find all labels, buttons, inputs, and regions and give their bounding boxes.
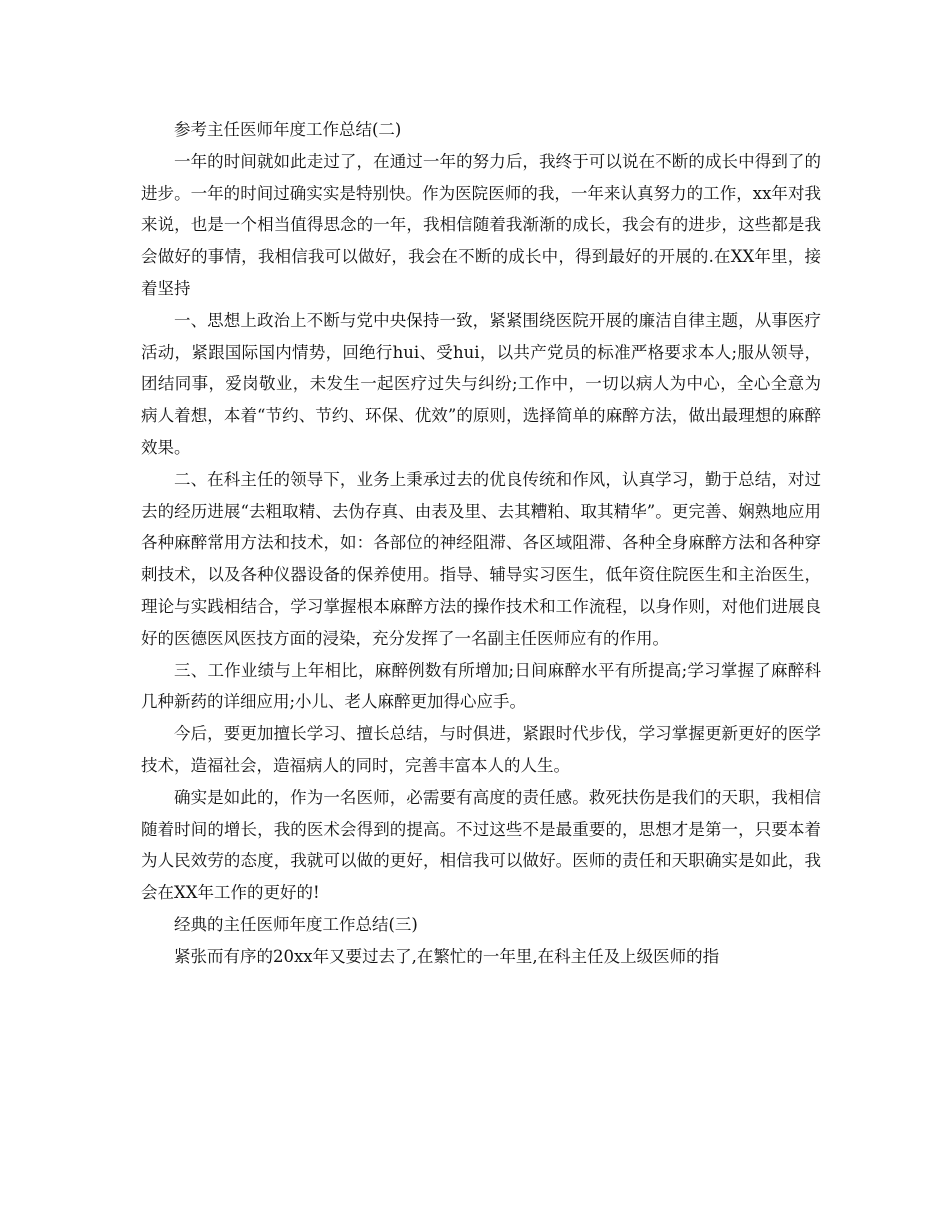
section-heading-3: 经典的主任医师年度工作总结(三) bbox=[174, 914, 418, 934]
paragraph-point-3: 三、工作业绩与上年相比，麻醉例数有所增加;日间麻醉水平有所提高;学习掌握了麻醉科几种新药的详细应用;小儿、老人麻醉更加得心应手。 bbox=[141, 660, 821, 712]
paragraph-section-3-start: 紧张而有序的20xx年又要过去了,在繁忙的一年里,在科主任及上级医师的指 bbox=[174, 946, 720, 966]
section-heading-2: 参考主任医师年度工作总结(二) bbox=[174, 120, 402, 139]
document-body bbox=[141, 114, 821, 973]
paragraph-intro: 一年的时间就如此走过了，在通过一年的努力后，我终于可以说在不断的成长中得到了的进步。一年的时间过确实实是特别快。作为医院医师的我，一年来认真努力的工作，xx年对我来说，也是一个相当值得思念的一年，我相信随着我渐渐的成长，我会有的进步，这些都是我会做好的事情，我相信我可以做好，我会在不断的成长中，得到最好的开展的.在XX年里，接着坚持 bbox=[141, 151, 821, 298]
paragraph-point-2: 二、在科主任的领导下，业务上秉承过去的优良传统和作风，认真学习，勤于总结，对过去的经历进展“去粗取精、去伪存真、由表及里、去其糟粕、取其精华”。更完善、娴熟地应用各种麻醉常用方法和技术，如：各部位的神经阻滞、各区域阻滞、各种全身麻醉方法和各种穿刺技术，以及各种仪器设备的保养使用。指导、辅导实习医生，低年资住院医生和主治医生，理论与实践相结合，学习掌握根本麻醉方法的操作技术和工作流程，以身作则，对他们进展良好的医德医风医技方面的浸染，充分发挥了一名副主任医师应有的作用。 bbox=[141, 469, 821, 648]
paragraph-point-1: 一、思想上政治上不断与党中央保持一致，紧紧围绕医院开展的廉洁自律主题，从事医疗活动，紧跟国际国内情势，回绝行hui、受hui，以共产党员的标准严格要求本人;服从领导，团结同事，爱岗敬业，未发生一起医疗过失与纠纷;工作中，一切以病人为中心，全心全意为病人着想，本着“节约、节约、环保、优效”的原则，选择简单的麻醉方法，做出最理想的麻醉效果。 bbox=[141, 310, 821, 457]
paragraph-future: 今后，要更加擅长学习、擅长总结，与时俱进，紧跟时代步伐，学习掌握更新更好的医学技术，造福社会，造福病人的同时，完善丰富本人的人生。 bbox=[141, 724, 821, 775]
paragraph-responsibility: 确实是如此的，作为一名医师，必需要有高度的责任感。救死扶伤是我们的天职，我相信随着时间的增长，我的医术会得到的提高。不过这些不是最重要的，思想才是第一，只要本着为人民效劳的态度，我就可以做的更好，相信我可以做好。医师的责任和天职确实是如此，我会在XX年工作的更好的! bbox=[141, 787, 821, 903]
